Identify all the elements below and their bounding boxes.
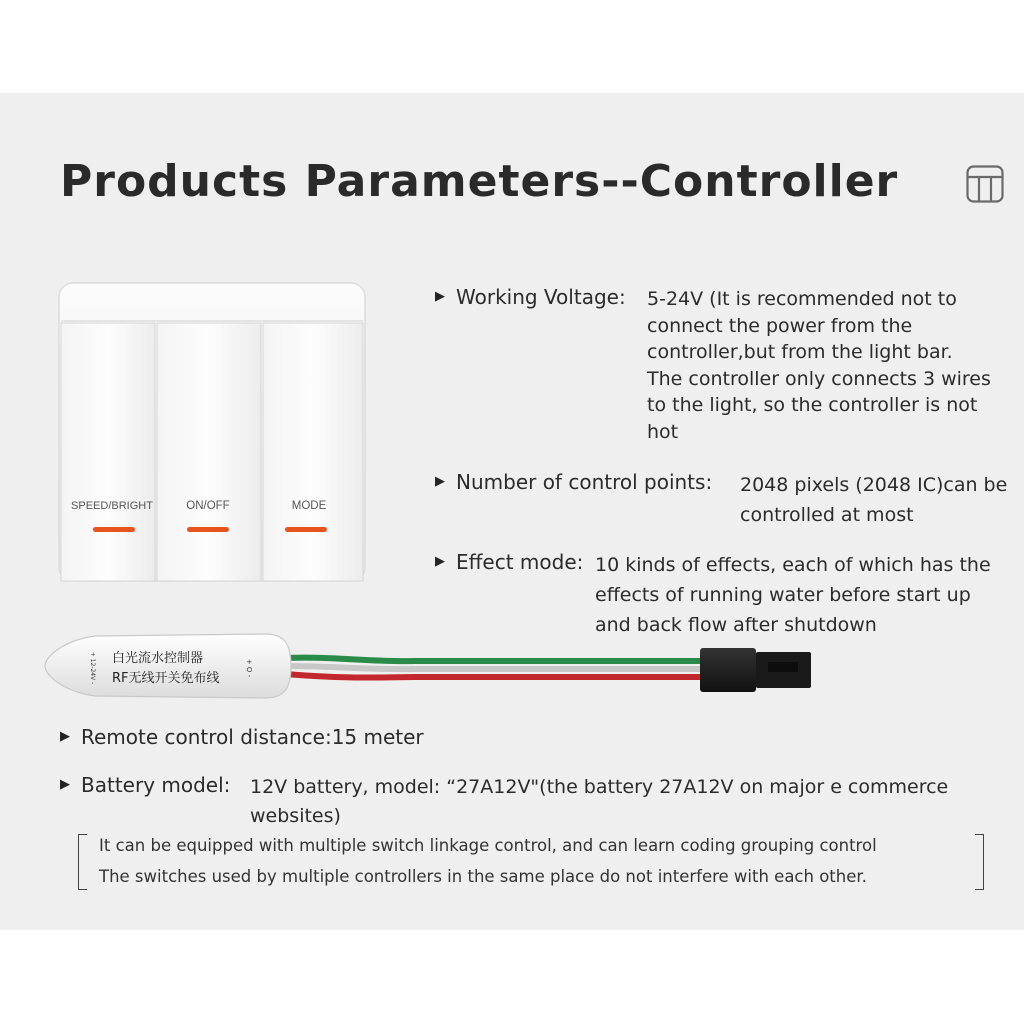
controller-label-line1: 白光流水控制器 <box>112 651 204 666</box>
note-line-2: The switches used by multiple controllers in the same place do not interfere with each other. <box>99 867 867 886</box>
param-working-voltage <box>435 284 1024 449</box>
controller-cable-image <box>35 628 815 708</box>
note-bracket-left <box>78 834 87 890</box>
battery-model-label: Battery model: <box>81 773 231 797</box>
mode-indicator <box>285 527 327 532</box>
battery-model-value: 12V battery, model: “27A12V"(the battery 27A12V on major e commerce websites) <box>250 776 949 827</box>
controller-pin-right: + O - <box>245 658 253 678</box>
param-control-points <box>435 469 1024 529</box>
param-effect-mode <box>435 549 1024 639</box>
note-box <box>78 834 984 890</box>
speed-bright-indicator <box>93 527 135 532</box>
wall-switch-image <box>57 281 367 583</box>
connector-plug <box>700 648 756 692</box>
speed-bright-button-label: SPEED/BRIGHT <box>71 500 153 512</box>
controller-pin-left: + 12-24V - <box>89 651 96 685</box>
triangle-bullet-icon: ▶ <box>60 729 70 744</box>
effect-mode-value: 10 kinds of effects, each of which has the effects of running water before start up and back flow after shutdown <box>595 554 991 636</box>
controller-label-line2: RF无线开关免布线 <box>112 671 220 686</box>
working-voltage-label: Working Voltage: <box>456 285 626 309</box>
on-off-button-label: ON/OFF <box>186 500 230 512</box>
on-off-indicator <box>187 527 229 532</box>
param-battery-model <box>60 772 1010 832</box>
note-bracket-right <box>975 834 984 890</box>
effect-mode-label: Effect mode: <box>456 550 584 574</box>
mode-button-label: MODE <box>291 500 327 512</box>
param-remote-distance <box>60 724 760 754</box>
page-title: Products Parameters--Controller <box>60 156 899 207</box>
triangle-bullet-icon: ▶ <box>435 554 445 569</box>
triangle-bullet-icon: ▶ <box>435 289 445 304</box>
control-points-value: 2048 pixels (2048 IC)can be controlled at most <box>740 474 1008 526</box>
triangle-bullet-icon: ▶ <box>60 777 70 792</box>
grid-menu-icon <box>966 165 1004 203</box>
triangle-bullet-icon: ▶ <box>435 474 445 489</box>
remote-distance-label: Remote control distance:15 meter <box>81 725 424 749</box>
note-line-1: It can be equipped with multiple switch linkage control, and can learn coding grouping control <box>99 836 877 855</box>
control-points-label: Number of control points: <box>456 470 713 494</box>
working-voltage-value: 5-24V (It is recommended not to connect the power from the controller,but from the light bar. The controller only connects 3 wires to the light, so the controller is not hot <box>647 288 991 443</box>
